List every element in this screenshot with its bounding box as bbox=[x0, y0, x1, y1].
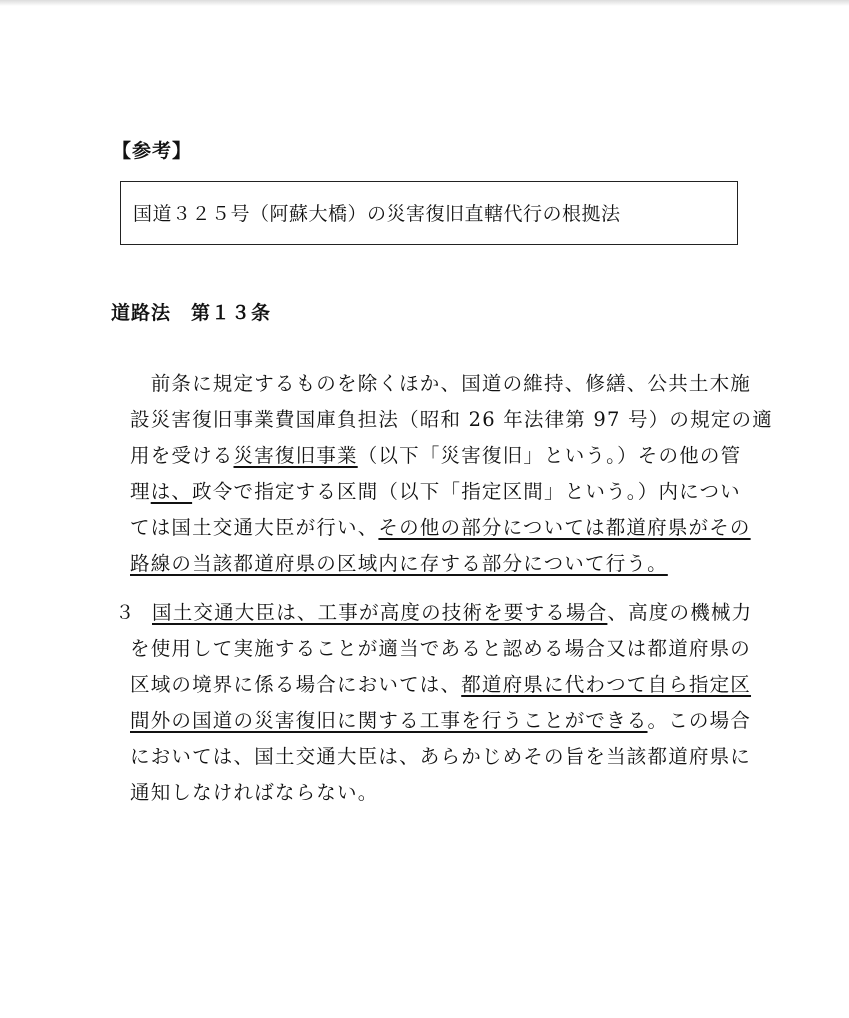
paragraph-3-line-1 bbox=[152, 597, 752, 625]
text-span: 。この場合 bbox=[647, 709, 752, 732]
paragraph-1-line-3 bbox=[130, 440, 741, 468]
paragraph-1-line-2: 設災害復旧事業費国庫負担法（昭和 26 年法律第 97 号）の規定の適 bbox=[130, 408, 773, 431]
top-edge-shadow bbox=[0, 0, 849, 6]
text-span: 政令で指定する区間（以下「指定区間」という。）内につい bbox=[192, 480, 741, 503]
underlined-text: は、 bbox=[150, 480, 193, 503]
text-span: ては国土交通大臣が行い、 bbox=[130, 516, 379, 539]
text-span: 区域の境界に係る場合においては、 bbox=[130, 673, 462, 696]
reference-label: 【参考】 bbox=[112, 140, 193, 162]
paragraph-1-line-5 bbox=[130, 512, 751, 540]
underlined-text: その他の部分については都道府県がその bbox=[378, 516, 751, 539]
title-box bbox=[120, 181, 738, 245]
text-span: 、高度の機械力 bbox=[607, 601, 753, 624]
text-span: 用を受ける bbox=[130, 444, 234, 467]
paragraph-3-line-4 bbox=[130, 705, 751, 733]
underlined-text: 国土交通大臣は、工事が高度の技術を要する場合 bbox=[152, 601, 608, 624]
paragraph-1-line-4 bbox=[130, 476, 741, 504]
article-heading: 道路法 第１３条 bbox=[111, 302, 272, 324]
text-span: 理 bbox=[130, 480, 151, 503]
document-title: 国道３２５号（阿蘇大橋）の災害復旧直轄代行の根拠法 bbox=[133, 203, 621, 225]
paragraph-number: ３ bbox=[115, 601, 135, 624]
underlined-text: 路線の当該都道府県の区域内に存する部分について行う。 bbox=[130, 552, 668, 575]
paragraph-3-line-3 bbox=[130, 669, 751, 697]
paragraph-1-line-6 bbox=[130, 548, 668, 576]
underlined-text: 都道府県に代わつて自ら指定区 bbox=[461, 673, 752, 696]
underlined-text: 災害復旧事業 bbox=[233, 444, 358, 467]
paragraph-3-line-6: 通知しなければならない。 bbox=[130, 781, 379, 804]
underlined-text: 間外の国道の災害復旧に関する工事を行うことができる bbox=[130, 709, 648, 732]
text-span: （以下「災害復旧」という。）その他の管 bbox=[357, 444, 742, 467]
paragraph-3-line-2: を使用して実施することが適当であると認める場合又は都道府県の bbox=[130, 637, 752, 660]
paragraph-3-line-5: においては、国土交通大臣は、あらかじめその旨を当該都道府県に bbox=[130, 745, 752, 768]
paragraph-1-line-1: 前条に規定するものを除くほか、国道の維持、修繕、公共土木施 bbox=[130, 372, 752, 395]
